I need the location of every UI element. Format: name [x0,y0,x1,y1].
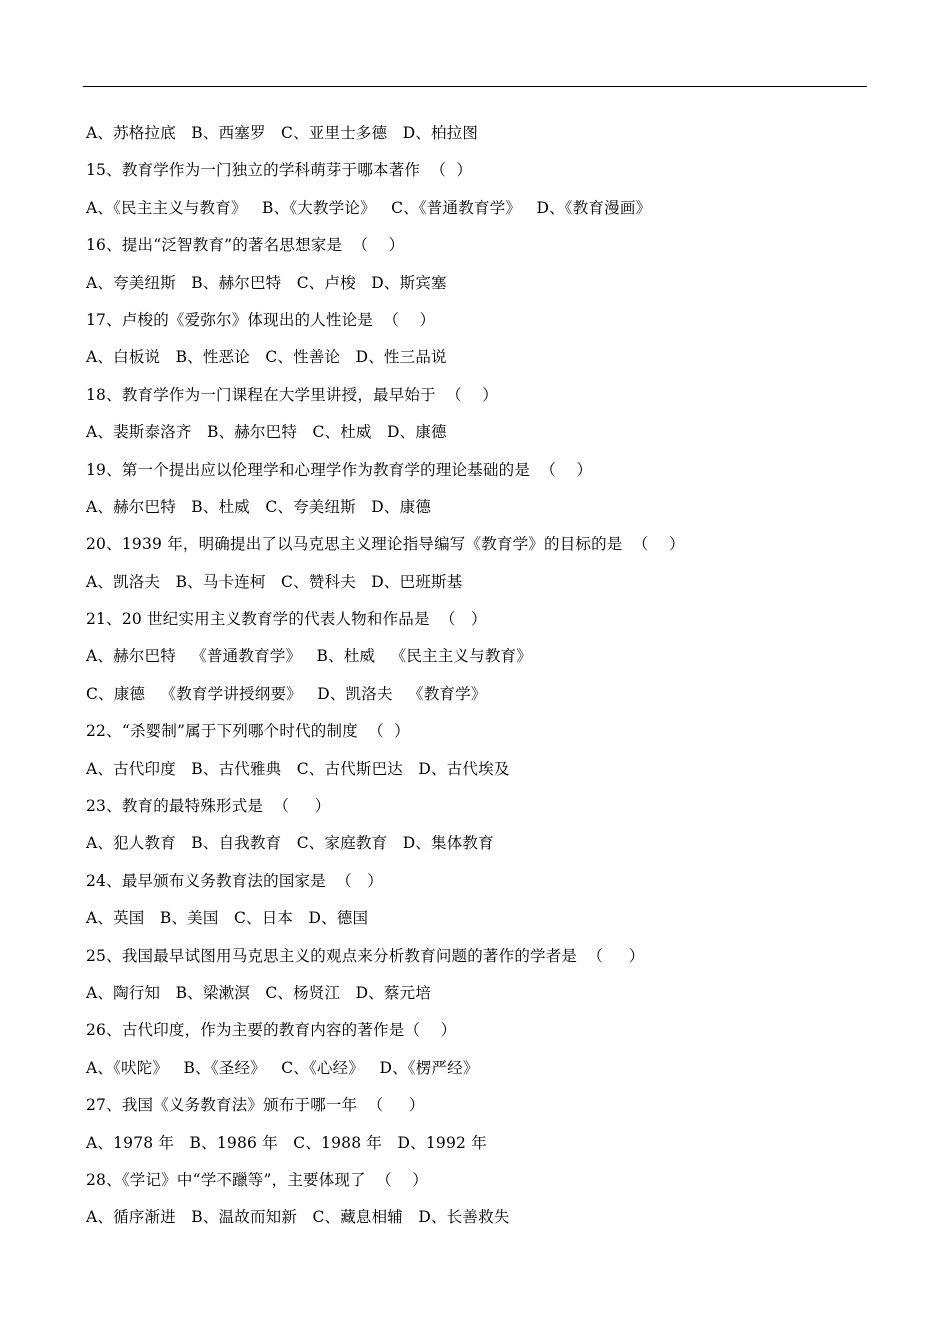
question-16: 16、提出“泛智教育”的著名思想家是 （ ） [86,236,405,255]
question-18: 18、教育学作为一门课程在大学里讲授，最早始于 （ ） [86,385,498,404]
question-27: 27、我国《义务教育法》颁布于哪一年 （ ） [86,1096,425,1115]
options-25: A、陶行知 B、梁漱溟 C、杨贤江 D、蔡元培 [86,983,432,1002]
question-20: 20、1939 年，明确提出了以马克思主义理论指导编写《教育学》的目标的是 （ ） [86,535,685,554]
options-line: A、苏格拉底 B、西塞罗 C、亚里士多德 D、柏拉图 [86,124,479,142]
question-19: 19、第一个提出应以伦理学和心理学作为教育学的理论基础的是 （ ） [86,460,593,479]
question-list [86,121,886,1243]
options-26: A、《吠陀》 B、《圣经》 C、《心经》 D、《楞严经》 [86,1058,479,1077]
options-16: A、夸美纽斯 B、赫尔巴特 C、卢梭 D、斯宾塞 [86,273,447,292]
options-17: A、白板说 B、性恶论 C、性善论 D、性三品说 [86,348,447,367]
options-21-ab: A、赫尔巴特 《普通教育学》 B、杜威 《民主主义与教育》 [86,647,532,666]
question-22: 22、“杀婴制”属于下列哪个时代的制度 （ ） [86,722,410,741]
options-24: A、英国 B、美国 C、日本 D、德国 [86,909,369,928]
options-19: A、赫尔巴特 B、杜威 C、夸美纽斯 D、康德 [86,497,432,516]
question-21: 21、20 世纪实用主义教育学的代表人物和作品是 （ ） [86,610,487,629]
options-28: A、循序渐进 B、温故而知新 C、藏息相辅 D、长善救失 [86,1208,510,1227]
question-17: 17、卢梭的《爱弥尔》体现出的人性论是 （ ） [86,310,436,329]
options-15: A、《民主主义与教育》 B、《大教学论》 C、《普通教育学》 D、《教育漫画》 [86,198,652,217]
options-20: A、凯洛夫 B、马卡连柯 C、赞科夫 D、巴班斯基 [86,572,463,591]
options-22: A、古代印度 B、古代雅典 C、古代斯巴达 D、古代埃及 [86,759,510,778]
question-25: 25、我国最早试图用马克思主义的观点来分析教育问题的著作的学者是 （ ） [86,946,645,965]
options-23: A、犯人教育 B、自我教育 C、家庭教育 D、集体教育 [86,834,494,853]
question-15: 15、教育学作为一门独立的学科萌芽于哪本著作 （ ） [86,161,473,180]
question-28: 28、《学记》中“学不躐等”，主要体现了 （ ） [86,1170,428,1189]
header-rule [83,86,867,87]
question-23: 23、教育的最特殊形式是 （ ） [86,797,331,816]
options-18: A、裴斯泰洛齐 B、赫尔巴特 C、杜威 D、康德 [86,423,447,442]
question-26: 26、古代印度，作为主要的教育内容的著作是（ ） [86,1021,457,1040]
question-24: 24、最早颁布义务教育法的国家是 （ ） [86,871,383,890]
options-27: A、1978 年 B、1986 年 C、1988 年 D、1992 年 [86,1133,487,1152]
options-21-cd: C、康德 《教育学讲授纲要》 D、凯洛夫 《教育学》 [86,684,487,703]
